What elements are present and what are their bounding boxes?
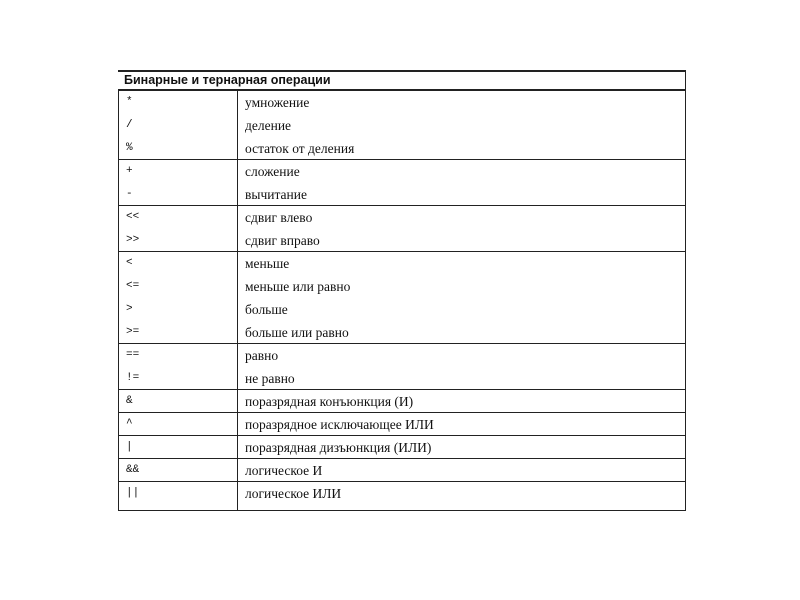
table-row — [118, 459, 686, 482]
operator-symbol: | — [126, 441, 133, 453]
header-right-edge — [685, 70, 686, 90]
operator-description: логическое ИЛИ — [245, 486, 342, 501]
operator-description: вычитание — [245, 187, 307, 202]
operator-description: поразрядная дизъюнкция (ИЛИ) — [245, 440, 432, 455]
operator-symbol: % — [126, 142, 133, 154]
operator-symbol: < — [126, 257, 133, 269]
operator-description: деление — [245, 118, 292, 133]
table-row — [118, 436, 686, 459]
operator-symbol: != — [126, 372, 140, 384]
operator-description: не равно — [245, 371, 295, 386]
table-row — [118, 275, 686, 298]
operator-description: поразрядное исключающее ИЛИ — [245, 417, 434, 432]
table-row — [118, 344, 686, 367]
operator-symbol: >= — [126, 326, 140, 338]
table-row — [118, 367, 686, 390]
operator-symbol: << — [126, 211, 140, 223]
operator-description: логическое И — [245, 463, 323, 478]
operator-symbol: > — [126, 303, 133, 315]
operator-symbol: == — [126, 349, 140, 361]
operator-description: равно — [245, 348, 279, 363]
operator-symbol: - — [126, 188, 133, 200]
operator-description: сложение — [245, 164, 300, 179]
table-row — [118, 229, 686, 252]
table-row — [118, 206, 686, 229]
table-row — [118, 413, 686, 436]
operator-description: сдвиг вправо — [245, 233, 320, 248]
operator-description: сдвиг влево — [245, 210, 313, 225]
table-row — [118, 298, 686, 321]
table-row — [118, 252, 686, 275]
table-row — [118, 91, 686, 114]
operators-table — [118, 70, 686, 512]
operator-symbol: / — [126, 119, 133, 131]
table-row — [118, 160, 686, 183]
operator-symbol: ^ — [126, 418, 133, 430]
operator-symbol: && — [126, 464, 140, 476]
table-title: Бинарные и тернарная операции — [124, 73, 331, 87]
operator-description: больше — [245, 302, 288, 317]
operator-description: остаток от деления — [245, 141, 355, 156]
operator-symbol: + — [126, 165, 133, 177]
table-row — [118, 137, 686, 160]
operator-description: меньше — [245, 256, 290, 271]
table-row — [118, 114, 686, 137]
operator-description: больше или равно — [245, 325, 349, 340]
operator-description: умножение — [245, 95, 310, 110]
table-row — [118, 183, 686, 206]
operator-description: поразрядная конъюнкция (И) — [245, 394, 414, 409]
operator-symbol: || — [126, 487, 140, 499]
operator-symbol: <= — [126, 280, 140, 292]
table-row — [118, 390, 686, 413]
operator-description: меньше или равно — [245, 279, 351, 294]
operator-symbol: * — [126, 96, 133, 108]
operator-symbol: >> — [126, 234, 140, 246]
table-row — [118, 321, 686, 344]
table-row — [118, 482, 686, 505]
operator-symbol: & — [126, 395, 133, 407]
